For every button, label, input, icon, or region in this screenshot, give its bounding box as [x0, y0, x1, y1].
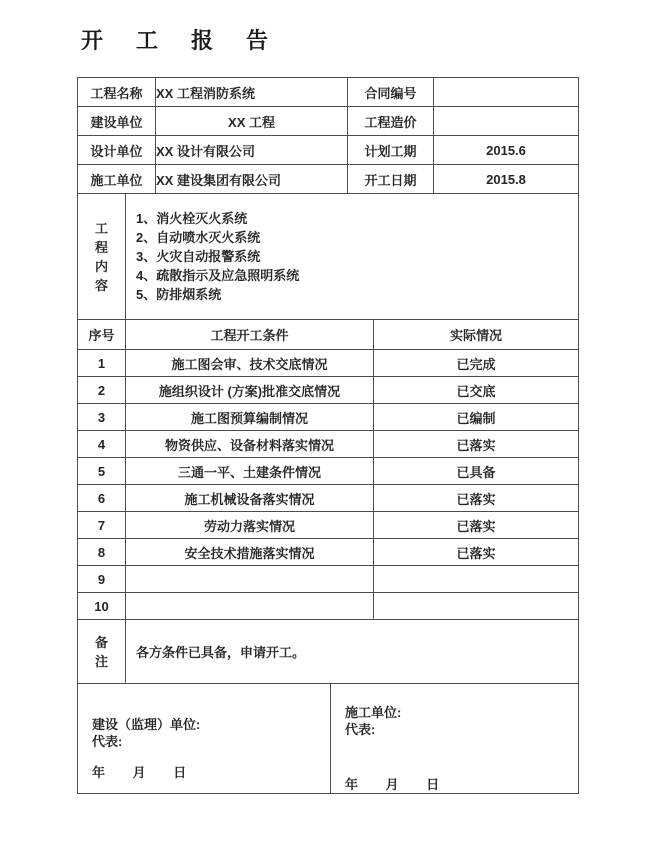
vertical-label-char: 内 — [94, 258, 108, 274]
condition-cell: 施工图预算编制情况 — [126, 404, 374, 431]
table-row — [78, 539, 579, 566]
table-row — [78, 485, 579, 512]
actual-cell: 已具备 — [374, 458, 579, 485]
signature-cell-contractor — [331, 684, 579, 794]
table-row — [78, 78, 579, 107]
row-number: 9 — [78, 566, 126, 593]
table-row — [78, 512, 579, 539]
actual-cell: 已编制 — [374, 404, 579, 431]
actual-cell — [374, 566, 579, 593]
actual-cell: 已交底 — [374, 377, 579, 404]
signature-row — [78, 684, 579, 794]
table-row — [78, 350, 579, 377]
remarks-row — [78, 620, 579, 684]
actual-cell: 已落实 — [374, 512, 579, 539]
actual-cell: 已完成 — [374, 350, 579, 377]
project-content-row — [78, 194, 579, 320]
contractor-date-line: 年 月 日 — [345, 777, 440, 792]
table-row — [78, 593, 579, 620]
condition-cell: 劳动力落实情况 — [126, 512, 374, 539]
content-item: 5、防排烟系统 — [136, 287, 222, 302]
actual-cell: 已落实 — [374, 539, 579, 566]
content-item: 1、消火栓灭火系统 — [136, 211, 248, 226]
info-value: 2015.8 — [434, 165, 579, 194]
table-row — [78, 107, 579, 136]
info-label: 设计单位 — [78, 136, 156, 165]
table-row — [78, 458, 579, 485]
owner-unit-label: 建设（监理）单位: — [92, 717, 201, 732]
condition-cell — [126, 593, 374, 620]
contractor-unit-label: 施工单位: — [345, 705, 402, 720]
row-number: 4 — [78, 431, 126, 458]
info-value: XX 工程 — [156, 107, 348, 136]
actual-cell — [374, 593, 579, 620]
info-label: 施工单位 — [78, 165, 156, 194]
project-content-list — [126, 194, 579, 320]
actual-cell: 已落实 — [374, 485, 579, 512]
info-value — [434, 78, 579, 107]
conditions-header-row — [78, 320, 579, 350]
content-item: 3、火灾自动报警系统 — [136, 249, 261, 264]
condition-cell: 物资供应、设备材料落实情况 — [126, 431, 374, 458]
info-label: 合同编号 — [348, 78, 434, 107]
row-number: 5 — [78, 458, 126, 485]
content-item: 4、疏散指示及应急照明系统 — [136, 268, 300, 283]
contractor-representative-label: 代表: — [345, 722, 376, 737]
table-row — [78, 566, 579, 593]
vertical-label-char: 容 — [94, 277, 108, 293]
row-number: 3 — [78, 404, 126, 431]
info-value: XX 建设集团有限公司 — [156, 165, 348, 194]
condition-cell: 施组织设计 (方案)批准交底情况 — [126, 377, 374, 404]
info-value — [434, 107, 579, 136]
info-value: XX 设计有限公司 — [156, 136, 348, 165]
owner-date-line: 年 月 日 — [92, 765, 187, 780]
condition-cell: 三通一平、土建条件情况 — [126, 458, 374, 485]
vertical-label-char: 注 — [94, 653, 108, 669]
row-number: 1 — [78, 350, 126, 377]
project-content-label — [78, 194, 126, 320]
info-label: 开工日期 — [348, 165, 434, 194]
table-row — [78, 165, 579, 194]
col-header-actual: 实际情况 — [374, 320, 579, 350]
col-header-no: 序号 — [78, 320, 126, 350]
info-label: 工程造价 — [348, 107, 434, 136]
info-label: 计划工期 — [348, 136, 434, 165]
table-row — [78, 431, 579, 458]
condition-cell: 施工图会审、技术交底情况 — [126, 350, 374, 377]
info-label: 工程名称 — [78, 78, 156, 107]
table-row — [78, 404, 579, 431]
condition-cell: 安全技术措施落实情况 — [126, 539, 374, 566]
row-number: 10 — [78, 593, 126, 620]
vertical-label-char: 备 — [94, 634, 108, 650]
row-number: 2 — [78, 377, 126, 404]
vertical-label-char: 工 — [94, 220, 108, 236]
condition-cell: 施工机械设备落实情况 — [126, 485, 374, 512]
row-number: 7 — [78, 512, 126, 539]
remarks-label — [78, 620, 126, 684]
vertical-label-char: 程 — [94, 239, 108, 255]
page-title: 开工报告 — [81, 28, 302, 53]
condition-cell — [126, 566, 374, 593]
owner-representative-label: 代表: — [92, 734, 123, 749]
table-row — [78, 136, 579, 165]
remarks-content: 各方条件已具备，申请开工。 — [126, 620, 579, 684]
info-label: 建设单位 — [78, 107, 156, 136]
signature-cell-owner — [78, 684, 331, 794]
content-item: 2、自动喷水灭火系统 — [136, 230, 261, 245]
row-number: 8 — [78, 539, 126, 566]
info-value: XX 工程消防系统 — [156, 78, 348, 107]
actual-cell: 已落实 — [374, 431, 579, 458]
table-row — [78, 377, 579, 404]
row-number: 6 — [78, 485, 126, 512]
info-value: 2015.6 — [434, 136, 579, 165]
col-header-condition: 工程开工条件 — [126, 320, 374, 350]
report-table — [77, 77, 579, 794]
